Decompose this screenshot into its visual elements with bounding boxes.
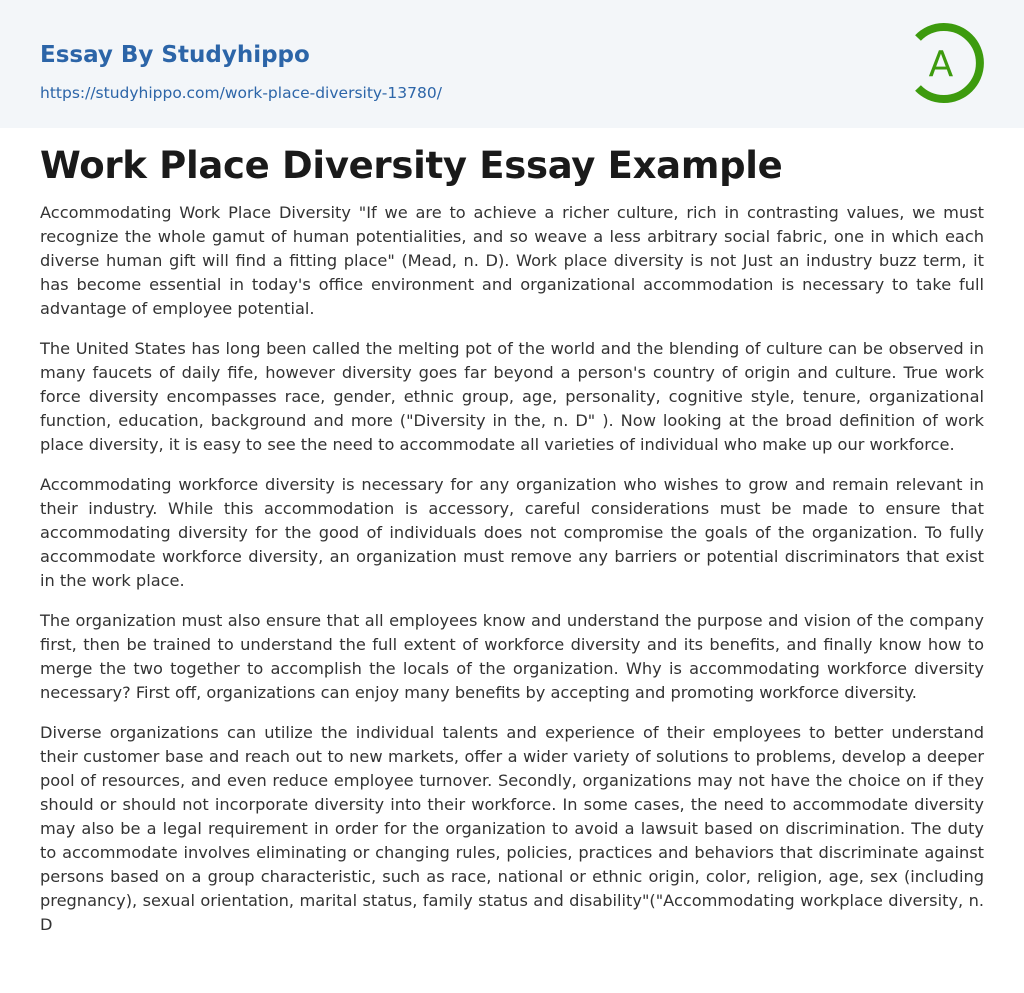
- essay-paragraph: Diverse organizations can utilize the individual talents and experience of their employees to better understand their customer base and reach out to new markets, offer a wider variety of solutions to problems, develop a deeper pool of resources, and even reduce employee turnover. Secondly, organizations may not have the choice on if they should or should not incorporate diversity into their workforce. In some cases, the need to accommodate diversity may also be a legal requirement in order for the organization to avoid a lawsuit based on discrimination. The duty to accommodate involves eliminating or changing rules, policies, practices and behaviors that discriminate against persons based on a group characteristic, such as race, national or ethnic origin, color, religion, age, sex (including pregnancy), sexual orientation, marital status, family status and disability"("Accommodating workplace diversity, n. D: [40, 723, 984, 934]
- logo-letter: A: [928, 44, 954, 85]
- brand-title: Essay By Studyhippo: [40, 42, 310, 68]
- page-title: Work Place Diversity Essay Example: [40, 144, 783, 187]
- essay-paragraph: The United States has long been called the melting pot of the world and the blending of culture can be observed in many faucets of daily fife, however diversity goes far beyond a person's country of origin and culture. True work force diversity encompasses race, gender, ethnic group, age, personality, cognitive style, tenure, organizational function, education, background and more ("Diversity in the, n. D" ). Now looking at the broad definition of work place diversity, it is easy to see the need to accommodate all varieties of individual who make up our workforce.: [40, 339, 984, 454]
- site-header: [0, 0, 1024, 128]
- essay-body: [40, 201, 984, 953]
- essay-paragraph: Accommodating Work Place Diversity "If we are to achieve a richer culture, rich in contrasting values, we must recognize the whole gamut of human potentialities, and so weave a less arbitrary social fabric, one in which each diverse human gift will find a fitting place" (Mead, n. D). Work place diversity is not Just an industry buzz term, it has become essential in today's office environment and organizational accommodation is necessary to take full advantage of employee potential.: [40, 203, 984, 318]
- essay-url-link[interactable]: https://studyhippo.com/work-place-diversity-13780/: [40, 84, 442, 102]
- essay-paragraph: The organization must also ensure that all employees know and understand the purpose and vision of the company first, then be trained to understand the full extent of workforce diversity and its benefits, and finally know how to merge the two together to accomplish the locals of the organization. Why is accommodating workforce diversity necessary? First off, organizations can enjoy many benefits by accepting and promoting workforce diversity.: [40, 611, 984, 702]
- studyhippo-logo-icon[interactable]: [908, 20, 988, 106]
- essay-paragraph: Accommodating workforce diversity is necessary for any organization who wishes to grow and remain relevant in their industry. While this accommodation is accessory, careful considerations must be made to ensure that accommodating diversity for the good of individuals does not compromise the goals of the organization. To fully accommodate workforce diversity, an organization must remove any barriers or potential discriminators that exist in the work place.: [40, 475, 984, 590]
